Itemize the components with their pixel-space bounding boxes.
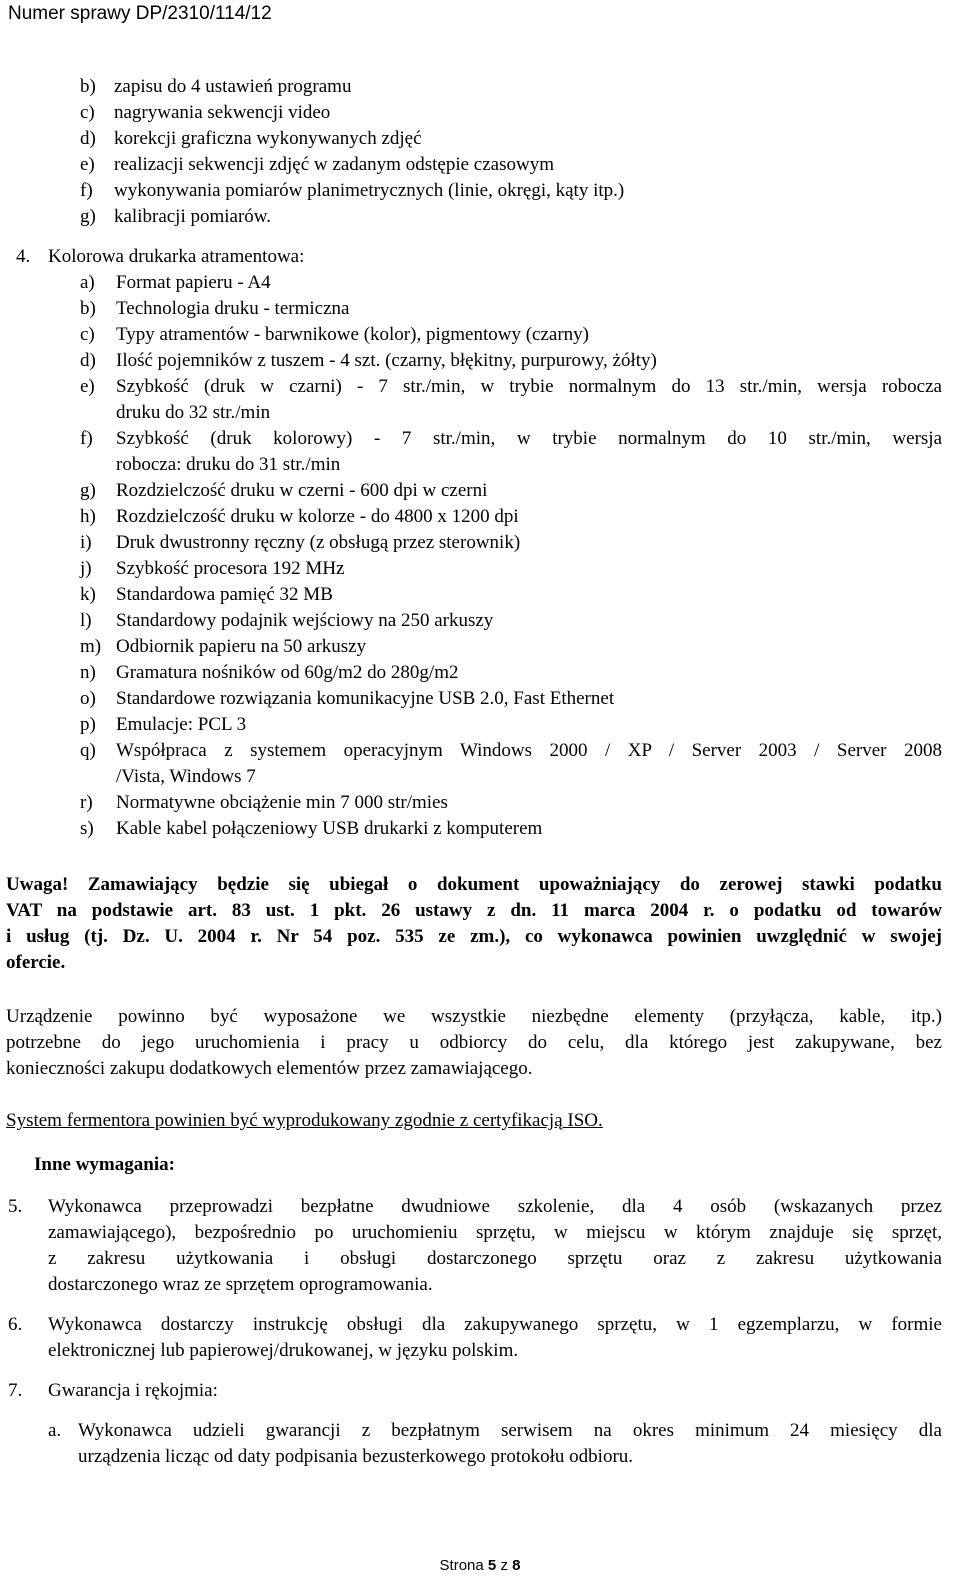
- paragraph-line: potrzebne do jego uruchomienia i pracy u odbiorcy do celu, dla którego jest zakupywane, bez: [6, 1032, 942, 1053]
- section-4-heading: [16, 244, 304, 270]
- list-item: [80, 152, 554, 178]
- sub-item-line: Wykonawca udzieli gwarancji z bezpłatnym serwisem na okres minimum 24 miesięcy dla: [78, 1420, 942, 1441]
- list-item-label: n): [80, 662, 96, 683]
- list-item: [80, 270, 271, 296]
- list-item: [80, 348, 657, 374]
- list-item-label: c): [80, 324, 95, 345]
- footer-sep: z: [500, 1557, 508, 1574]
- list-item-label: i): [80, 532, 92, 553]
- list-item-text: Standardowy podajnik wejściowy na 250 arkuszy: [116, 610, 494, 631]
- list-item-label: d): [80, 128, 96, 149]
- item-number: 5.: [8, 1196, 23, 1217]
- item-number: 7.: [8, 1380, 23, 1401]
- list-item-label: f): [80, 180, 93, 201]
- list-item-continuation: druku do 32 str./min: [116, 402, 271, 423]
- list-item-text: Kable kabel połączeniowy USB drukarki z komputerem: [116, 818, 543, 839]
- page-footer: [0, 1557, 960, 1574]
- list-item: [80, 816, 542, 842]
- list-item-text: Typy atramentów - barwnikowe (kolor), pigmentowy (czarny): [116, 324, 589, 345]
- list-item: [80, 556, 344, 582]
- list-item-label: b): [80, 76, 96, 97]
- list-item-label: e): [80, 154, 95, 175]
- list-item: [80, 178, 624, 204]
- list-item-label: e): [80, 376, 95, 397]
- list-item-label: o): [80, 688, 96, 709]
- paragraph-line: konieczności zakupu dodatkowych elementów przez zamawiającego.: [6, 1058, 533, 1079]
- list-item: [80, 660, 459, 686]
- list-item: [80, 530, 520, 556]
- list-item-text: Rozdzielczość druku w kolorze - do 4800 x 1200 dpi: [116, 506, 519, 527]
- list-item-text: Ilość pojemników z tuszem - 4 szt. (czarny, błękitny, purpurowy, żółty): [116, 350, 657, 371]
- list-item-label: d): [80, 350, 96, 371]
- section-number: 4.: [16, 246, 31, 267]
- list-item-text: Technologia druku - termiczna: [116, 298, 350, 319]
- note-line: i usług (tj. Dz. U. 2004 r. Nr 54 poz. 535 ze zm.), co wykonawca powinien uwzględnić w swojej: [6, 926, 942, 947]
- item-line: Wykonawca przeprowadzi bezpłatne dwudniowe szkolenie, dla 4 osób (wskazanych przez: [48, 1196, 942, 1217]
- list-item-label: g): [80, 480, 96, 501]
- note-line: ofercie.: [6, 952, 66, 973]
- list-item-text: Rozdzielczość druku w czerni - 600 dpi w czerni: [116, 480, 488, 501]
- list-item-text: Standardowa pamięć 32 MB: [116, 584, 333, 605]
- item-title: Gwarancja i rękojmia:: [48, 1380, 218, 1401]
- list-item-text: wykonywania pomiarów planimetrycznych (linie, okręgi, kąty itp.): [114, 180, 625, 201]
- list-item-label: r): [80, 792, 93, 813]
- list-item-text: Druk dwustronny ręczny (z obsługą przez sterownik): [116, 532, 521, 553]
- list-item-text: Szybkość procesora 192 MHz: [116, 558, 345, 579]
- list-item-text: Standardowe rozwiązania komunikacyjne USB 2.0, Fast Ethernet: [116, 688, 615, 709]
- list-item-text: kalibracji pomiarów.: [114, 206, 272, 227]
- item-number: 6.: [8, 1314, 23, 1335]
- list-item-text: korekcji graficzna wykonywanych zdjęć: [114, 128, 422, 149]
- list-item: [80, 204, 271, 230]
- list-item: [80, 126, 422, 152]
- list-item-text: Współpraca z systemem operacyjnym Windows 2000 / XP / Server 2003 / Server 2008: [116, 740, 942, 761]
- list-item: [80, 686, 614, 712]
- list-item-text: Emulacje: PCL 3: [116, 714, 247, 735]
- list-item: [80, 504, 519, 530]
- list-item-label: m): [80, 636, 102, 657]
- list-item-text: Odbiornik papieru na 50 arkuszy: [116, 636, 367, 657]
- list-item-text: nagrywania sekwencji video: [114, 102, 331, 123]
- list-item-continuation: robocza: druku do 31 str./min: [116, 454, 341, 475]
- list-item-label: s): [80, 818, 94, 839]
- list-item: [80, 582, 333, 608]
- list-item-label: l): [80, 610, 92, 631]
- sub-item-label: a.: [48, 1420, 62, 1441]
- list-item-label: b): [80, 298, 96, 319]
- list-item-label: h): [80, 506, 96, 527]
- note-line: Uwaga! Zamawiający będzie się ubiegał o dokument upoważniający do zerowej stawki podatku: [6, 874, 942, 895]
- list-item-label: g): [80, 206, 96, 227]
- list-item-label: c): [80, 102, 95, 123]
- list-item: [80, 608, 493, 634]
- list-item-label: a): [80, 272, 95, 293]
- list-item: [80, 634, 366, 660]
- list-item: [80, 296, 349, 322]
- list-item-label: f): [80, 428, 93, 449]
- footer-total-pages: 8: [512, 1557, 521, 1574]
- item-line: Wykonawca dostarczy instrukcję obsługi dla zakupywanego sprzętu, w 1 egzemplarzu, w formie: [48, 1314, 942, 1335]
- footer-prefix: Strona: [439, 1557, 484, 1574]
- list-item-text: zapisu do 4 ustawień programu: [114, 76, 352, 97]
- list-item: [80, 74, 351, 100]
- list-item-text: Format papieru - A4: [116, 272, 271, 293]
- list-item: [80, 790, 448, 816]
- list-item-text: realizacji sekwencji zdjęć w zadanym odstępie czasowym: [114, 154, 554, 175]
- item-line: zamawiającego), bezpośrednio po uruchomieniu sprzętu, w miejscu w którym znajduje się sprzęt,: [48, 1222, 942, 1243]
- case-number-header: Numer sprawy DP/2310/114/12: [8, 3, 272, 24]
- list-item: [80, 322, 589, 348]
- list-item: [80, 478, 487, 504]
- other-requirements-heading: Inne wymagania:: [34, 1154, 175, 1175]
- list-item: [80, 712, 246, 738]
- list-item-text: Gramatura nośników od 60g/m2 do 280g/m2: [116, 662, 459, 683]
- section-title: Kolorowa drukarka atramentowa:: [48, 246, 305, 267]
- list-item-text: Szybkość (druk w czarni) - 7 str./min, w trybie normalnym do 13 str./min, wersja robocza: [116, 376, 942, 397]
- list-item-continuation: /Vista, Windows 7: [116, 766, 256, 787]
- iso-statement: System fermentora powinien być wyprodukowany zgodnie z certyfikacją ISO.: [6, 1110, 603, 1131]
- note-line: VAT na podstawie art. 83 ust. 1 pkt. 26 ustawy z dn. 11 marca 2004 r. o podatku od towarów: [6, 900, 942, 921]
- item-line: dostarczonego wraz ze sprzętem oprogramowania.: [48, 1274, 433, 1295]
- item-line: z zakresu użytkowania i obsługi dostarczonego sprzętu oraz z zakresu użytkowania: [48, 1248, 942, 1269]
- list-item-label: q): [80, 740, 96, 761]
- item-line: elektronicznej lub papierowej/drukowanej, w języku polskim.: [48, 1340, 519, 1361]
- sub-item-line: urządzenia licząc od daty podpisania bezusterkowego protokołu odbioru.: [78, 1446, 634, 1467]
- footer-current-page: 5: [487, 1557, 497, 1574]
- list-item-label: k): [80, 584, 96, 605]
- list-item-text: Szybkość (druk kolorowy) - 7 str./min, w trybie normalnym do 10 str./min, wersja: [116, 428, 942, 449]
- list-item: [80, 100, 330, 126]
- paragraph-line: Urządzenie powinno być wyposażone we wszystkie niezbędne elementy (przyłącza, kable, itp.): [6, 1006, 942, 1027]
- list-item-label: j): [80, 558, 92, 579]
- list-item-text: Normatywne obciążenie min 7 000 str/mies: [116, 792, 448, 813]
- list-item-label: p): [80, 714, 96, 735]
